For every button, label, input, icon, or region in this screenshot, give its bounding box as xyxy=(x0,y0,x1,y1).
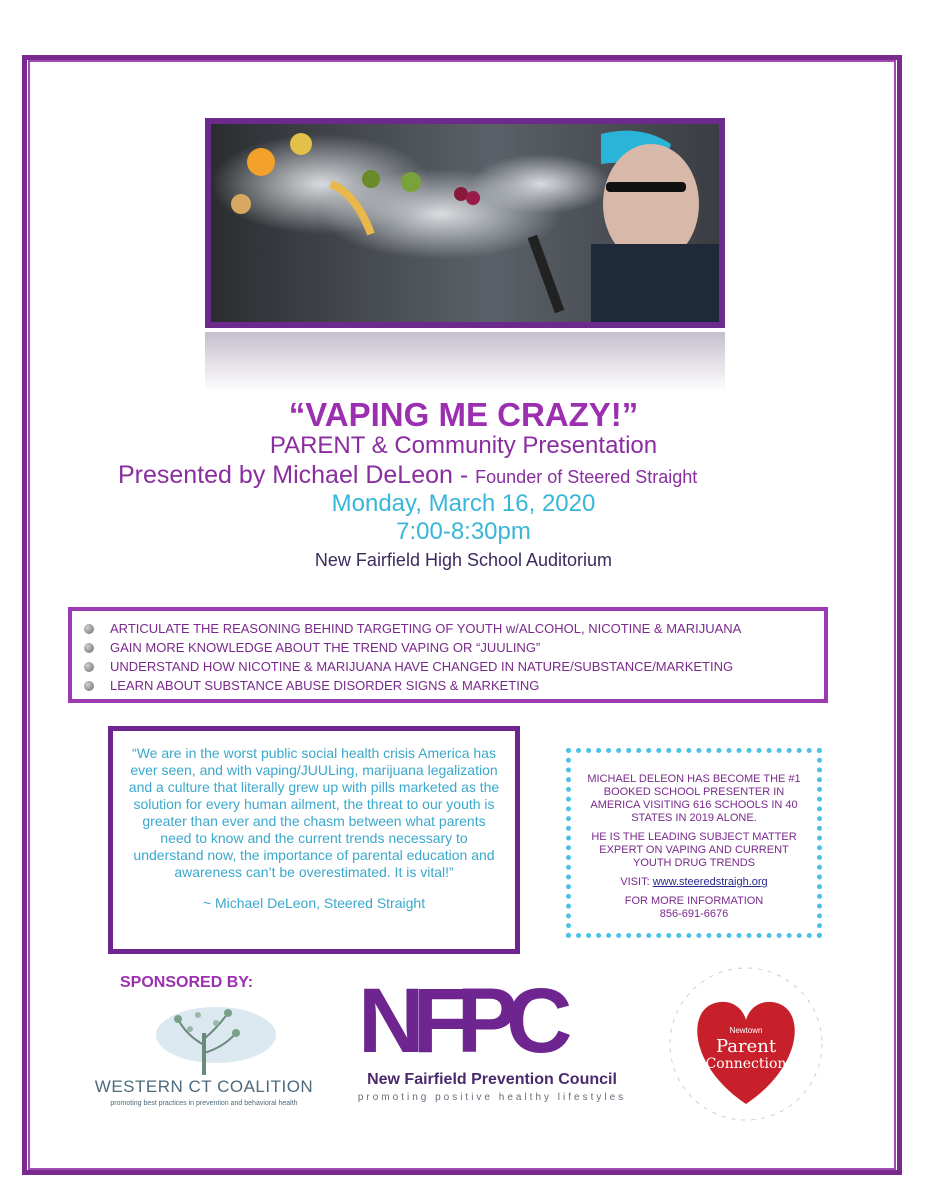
vaping-photo-illustration xyxy=(211,124,719,322)
list-item: ARTICULATE THE REASONING BEHIND TARGETING OF YOUTH w/ALCOHOL, NICOTINE & MARIJUANA xyxy=(84,619,824,638)
npc-connection: Connection xyxy=(705,1056,787,1072)
event-title: “VAPING ME CRAZY!” xyxy=(288,396,639,433)
list-item: GAIN MORE KNOWLEDGE ABOUT THE TREND VAPING OR “JUULING” xyxy=(84,638,824,657)
tree-icon xyxy=(86,1005,322,1077)
quote-box xyxy=(108,726,520,954)
bullet-icon xyxy=(84,662,94,672)
quote-text: “We are in the worst public social health crisis America has ever seen, and with vaping/JUULing, marijuana legalization and a culture that literally grew up with pills marketed as the solution for every human ailment, the threat to our youth is greater than ever and the chasm between what parents need to know and the current trends necessary to understand now, the importance of parental education and awareness can’t be overestimated. It is vital!” xyxy=(128,745,500,880)
npc-newtown: Newtown xyxy=(729,1026,763,1035)
nfpc-logo xyxy=(352,970,632,1115)
bullet-icon xyxy=(84,643,94,653)
info-more: FOR MORE INFORMATION xyxy=(624,895,764,907)
newtown-parent-connection-logo xyxy=(666,964,826,1124)
hero-reflection xyxy=(205,332,725,392)
presenter-role: Founder of Steered Straight xyxy=(475,467,698,487)
event-subtitle: PARENT & Community Presentation xyxy=(269,432,658,459)
event-venue: New Fairfield High School Auditorium xyxy=(314,550,613,570)
presenter-info-box xyxy=(566,748,822,938)
info-bio: MICHAEL DELEON HAS BECOME THE #1 BOOKED SCHOOL PRESENTER IN AMERICA VISITING 616 SCHOOLS IN 40 STATES IN 2019 ALONE. xyxy=(587,773,801,824)
nfpc-letters: NFPC xyxy=(358,970,561,1072)
western-ct-coalition-logo xyxy=(86,1005,322,1115)
sponsored-heading: SPONSORED BY: xyxy=(120,974,254,991)
bullet-icon xyxy=(84,624,94,634)
nfpc-tagline: promoting positive healthy lifestyles xyxy=(357,1092,627,1103)
wct-name: WESTERN CT COALITION xyxy=(94,1077,314,1096)
list-item: LEARN ABOUT SUBSTANCE ABUSE DISORDER SIGNS & MARKETING xyxy=(84,676,824,695)
presenter-name: Presented by Michael DeLeon - xyxy=(118,461,476,489)
list-item: UNDERSTAND HOW NICOTINE & MARIJUANA HAVE CHANGED IN NATURE/SUBSTANCE/MARKETING xyxy=(84,657,824,676)
objectives-box xyxy=(68,607,828,703)
event-date: Monday, March 16, 2020 xyxy=(331,490,596,517)
info-expertise: HE IS THE LEADING SUBJECT MATTER EXPERT ON VAPING AND CURRENT YOUTH DRUG TRENDS xyxy=(591,831,797,869)
event-time: 7:00-8:30pm xyxy=(396,518,531,545)
nfpc-name: New Fairfield Prevention Council xyxy=(367,1071,617,1088)
info-visit: VISIT: www.steeredstraigh.org xyxy=(620,876,768,888)
presenter-line xyxy=(118,461,697,490)
website-link[interactable]: www.steeredstraigh.org xyxy=(652,876,768,888)
npc-parent: Parent xyxy=(715,1036,777,1057)
hero-image xyxy=(205,118,725,328)
info-phone: 856-691-6676 xyxy=(659,908,729,920)
bullet-icon xyxy=(84,681,94,691)
wct-tagline: promoting best practices in prevention and behavioral health xyxy=(110,1100,298,1107)
quote-attribution: ~ Michael DeLeon, Steered Straight xyxy=(202,895,426,911)
